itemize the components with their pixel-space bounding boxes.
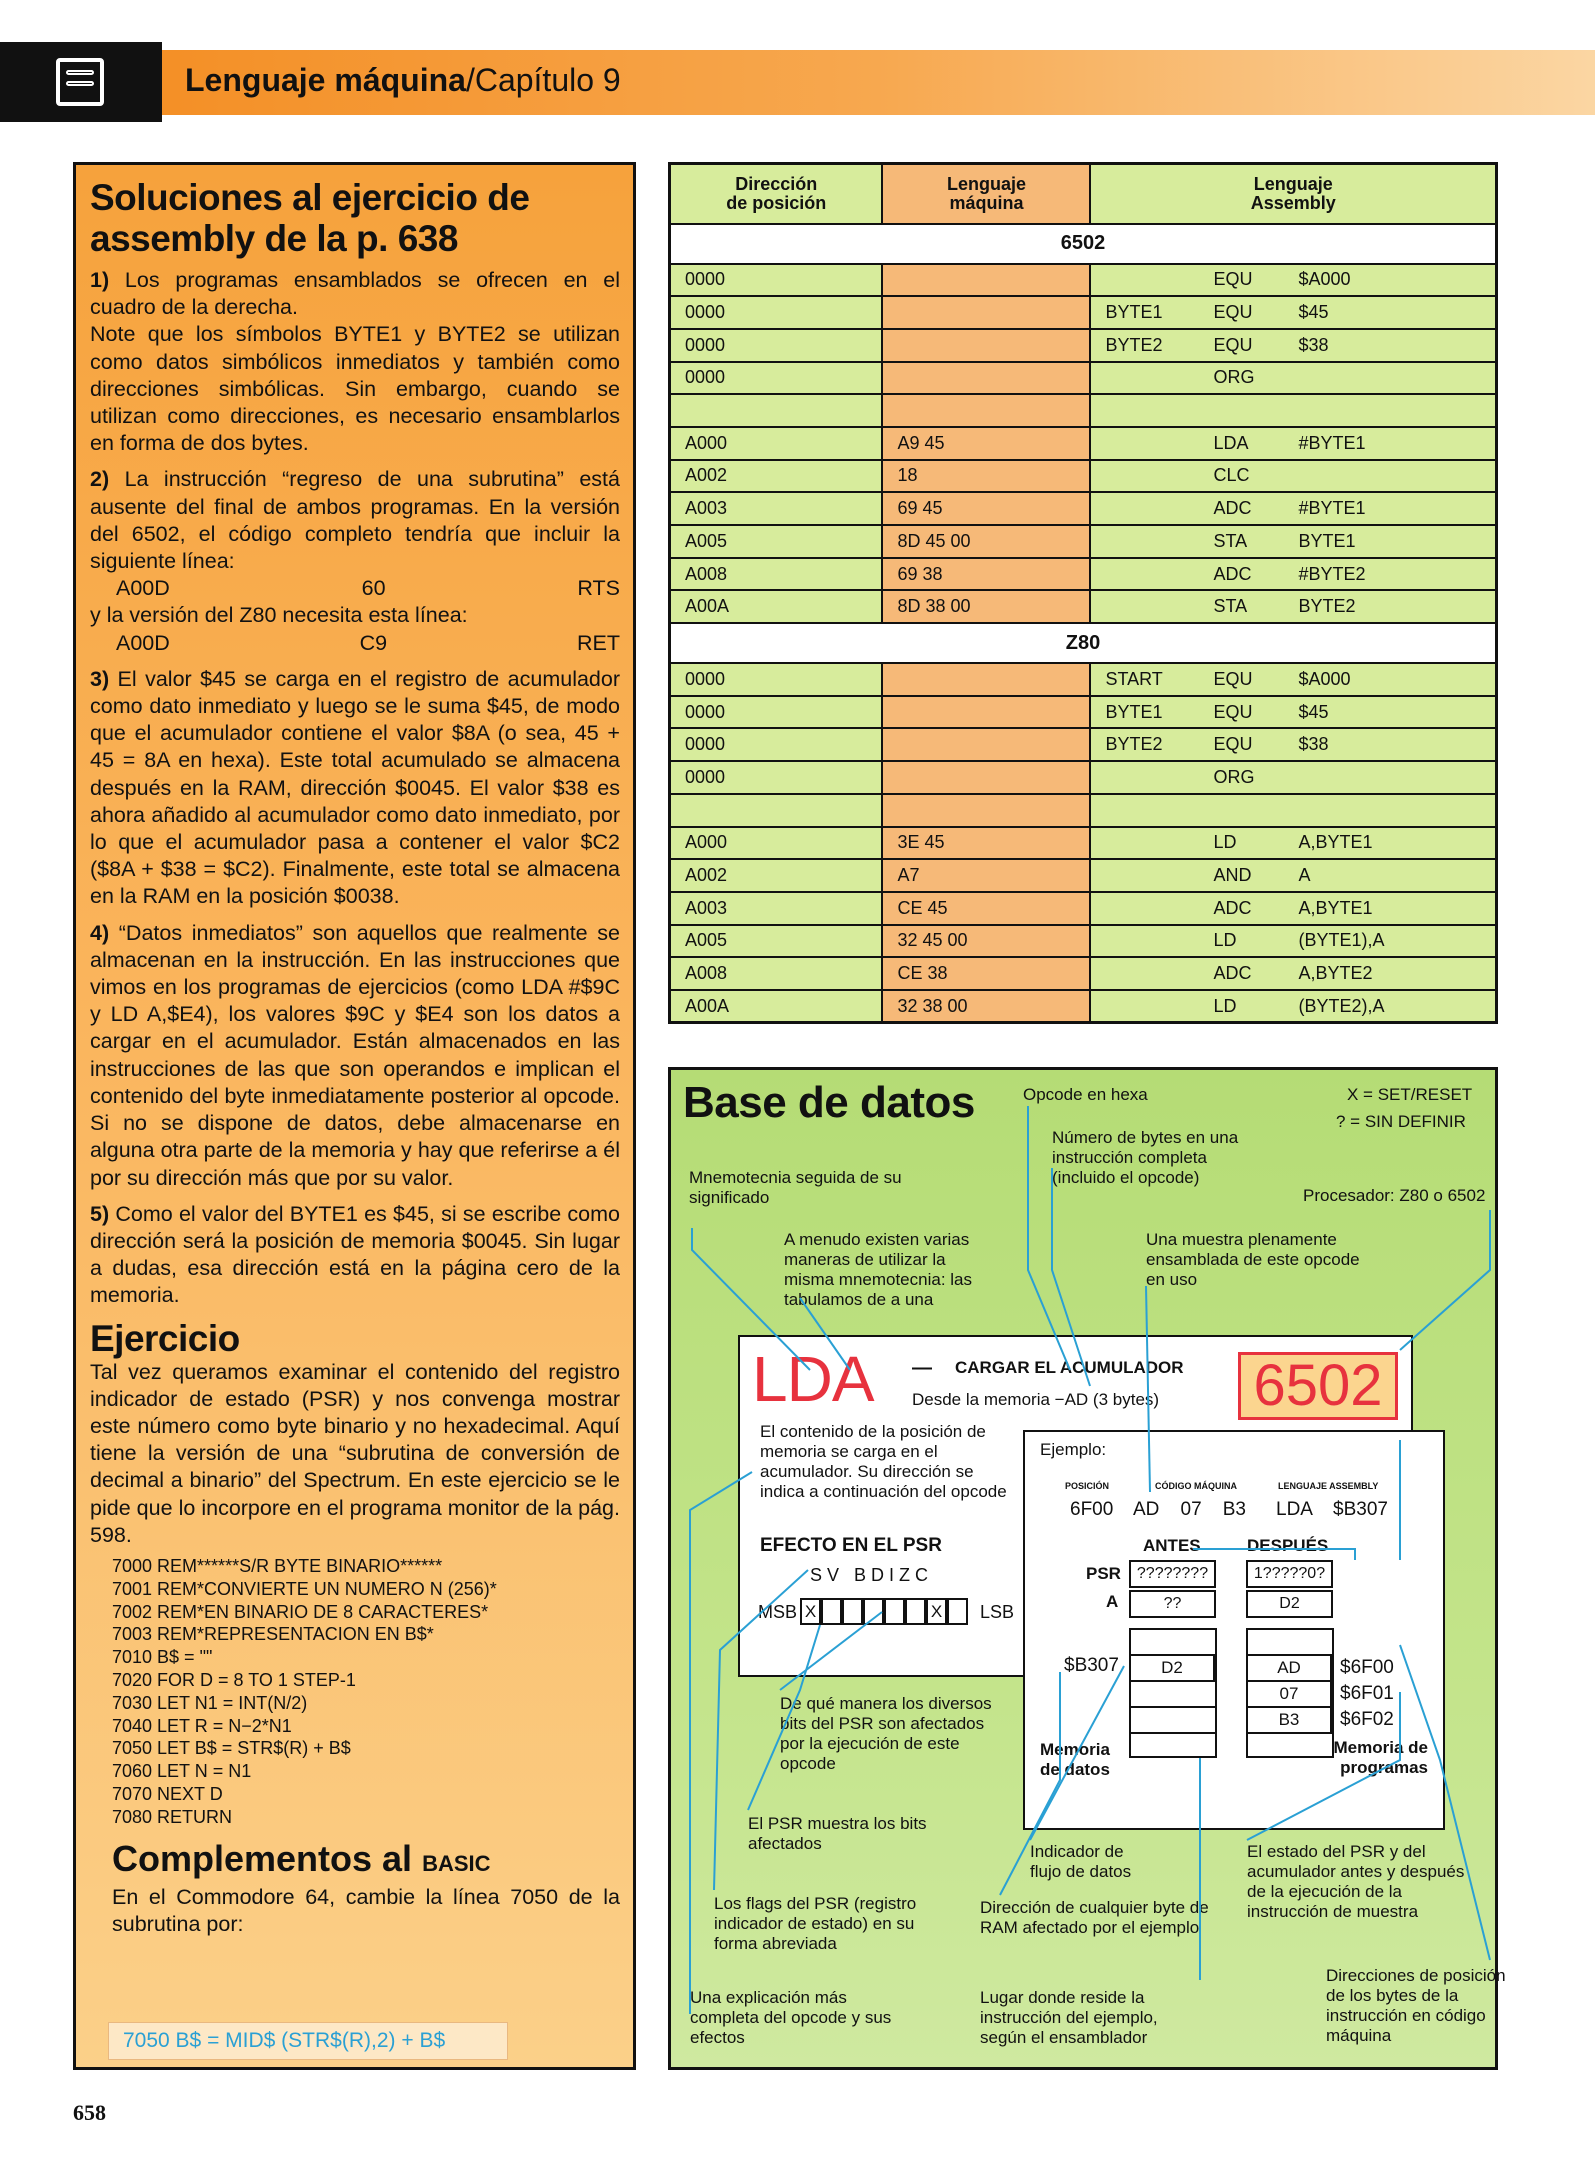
machine-code-cell: A9 45	[882, 427, 1090, 460]
op-description: El contenido de la posición de memoria se carga en el acumulador. Su dirección se indica a continuación del opcode	[760, 1422, 1007, 1501]
assembly-cell	[1090, 329, 1496, 362]
address-cell: A008	[670, 957, 883, 990]
num-bytes-label: Número de bytes en una instrucción completa (incluido el opcode)	[1052, 1128, 1239, 1187]
basic-line: 7080 RETURN	[112, 1806, 233, 1827]
table-row	[670, 663, 1497, 696]
ann-ram: Dirección de cualquier byte de RAM afectado por el ejemplo	[980, 1898, 1209, 1937]
machine-code-cell: 69 45	[882, 492, 1090, 525]
address-cell: A000	[670, 427, 883, 460]
address-cell: A002	[670, 859, 883, 892]
ann-where: Lugar donde reside la instrucción del ejemplo, según el ensamblador	[980, 1988, 1158, 2047]
exercise-text: Tal vez queramos examinar el contenido del registro indicador de estado (PSR) y nos convenga mostrar este número como byte binario y no hexadecimal. Aquí tiene la versión de una “subrutina de conversión de decimal a binario” del Spectrum. En este ejercicio se le pide que lo incorpore en el programa monitor de la pág. 598.	[90, 1359, 620, 1547]
table-row	[670, 859, 1497, 892]
op-mode: Desde la memoria −AD (3 bytes)	[912, 1390, 1160, 1409]
often-label: A menudo existen varias maneras de utilizar la misma mnemotecnia: las tabulamos de a una	[784, 1230, 973, 1309]
assembly-op: $A000	[1298, 668, 1351, 689]
assembly-cell	[1090, 794, 1496, 827]
basic-line: 7001 REM*CONVIERTE UN NUMERO N (256)*	[112, 1578, 497, 1599]
assembly-label: BYTE2	[1105, 334, 1163, 355]
address-cell: 0000	[670, 761, 883, 794]
basic-listing	[90, 1555, 620, 1829]
machine-code-cell	[882, 362, 1090, 395]
after-label: DESPUÉS	[1247, 1536, 1329, 1555]
table-row	[670, 329, 1497, 362]
table-row	[670, 990, 1497, 1023]
assembly-op: BYTE2	[1298, 596, 1356, 617]
assembly-op: (BYTE1),A	[1298, 930, 1385, 951]
assembly-cell	[1090, 990, 1496, 1023]
assembly-mn: LD	[1213, 995, 1237, 1016]
data-memory-grid	[1129, 1628, 1217, 1758]
chapter-title: Lenguaje máquina/Capítulo 9	[185, 62, 621, 98]
assembly-mn: ORG	[1213, 766, 1255, 787]
assembly-label	[1105, 269, 1213, 290]
address-cell	[670, 794, 883, 827]
assembly-op: $38	[1298, 334, 1329, 355]
machine-code-cell	[882, 296, 1090, 329]
processor-box: 6502	[1238, 1352, 1398, 1420]
assembly-label	[1105, 465, 1213, 486]
assembly-op: $38	[1298, 734, 1329, 755]
ann-addresses: Direcciones de posición de los bytes de la instrucción en código máquina	[1326, 1966, 1506, 2045]
example-assembly: LDA $B307	[1276, 1499, 1388, 1520]
assembly-cell	[1090, 264, 1496, 297]
solution-3: 3) El valor $45 se carga en el registro de acumulador como dato inmediato y luego se le suma $45, de modo que el acumulador contiene el valor $8A (o sea, 45 + 45 = 8A en hexa). Este total acumulado se almacena después en la RAM, dirección $0045. El valor $38 es ahora añadido al acumulador como dato inmediato, por lo que el acumulador pasa a contener el valor $C2 ($8A + $38 = $C2). Finalmente, este total se almacena en la RAM en la posición $0038.	[90, 666, 620, 909]
table-row	[670, 492, 1497, 525]
assembly-mn: ORG	[1213, 367, 1255, 388]
assembly-label	[1105, 963, 1213, 984]
ann-state: El estado del PSR y del acumulador antes y después de la ejecución de la instrucción de muestra	[1247, 1842, 1465, 1921]
assembly-mn: EQU	[1213, 668, 1253, 689]
table-row	[670, 696, 1497, 729]
mnemonic-label: Mnemotecnia seguida de su significado	[689, 1168, 902, 1207]
solution-4: 4) “Datos inmediatos” son aquellos que realmente se almacenan en la instrucción. En las instrucciones que vimos en los programas de ejercicios (como LDA #$9C y LD A,$E4), los valores $9C y $E4 son los datos a cargar en el acumulador. Están almacenados en las instrucciones de las que son operandos e implican el contenido del byte inmediatamente posterior al opcode. Si no se dispone de datos, debe almacenarse en alguna otra parte de la memoria y hay que referirse a él por su dirección más que por su valor.	[90, 920, 620, 1190]
rts-line: A00D 60 RTS	[116, 576, 620, 601]
section-row	[670, 623, 1497, 663]
assembly-mn: CLC	[1213, 465, 1250, 486]
acc-before: ??	[1129, 1590, 1216, 1618]
ann-bits: De qué manera los diversos bits del PSR son afectados por la ejecución de este opcode	[780, 1694, 992, 1773]
address-cell: A00A	[670, 590, 883, 623]
psr-before: ????????	[1129, 1560, 1216, 1588]
section-name: 6502	[670, 224, 1497, 264]
table-row	[670, 925, 1497, 958]
assembly-cell	[1090, 558, 1496, 591]
address-cell: 0000	[670, 329, 883, 362]
machine-code-cell: 18	[882, 460, 1090, 493]
assembly-op: $A000	[1298, 269, 1351, 290]
ann-flow: Indicador de flujo de datos	[1030, 1842, 1132, 1881]
assembly-label: BYTE1	[1105, 302, 1163, 323]
basic-line: 7000 REM******S/R BYTE BINARIO******	[112, 1555, 443, 1576]
assembly-cell	[1090, 362, 1496, 395]
address-cell: A008	[670, 558, 883, 591]
assembly-label	[1105, 367, 1213, 388]
machine-code-cell: 69 38	[882, 558, 1090, 591]
program-memory-cell: 07	[1246, 1680, 1332, 1708]
assembly-mn: AND	[1213, 865, 1252, 886]
machine-code-cell: 3E 45	[882, 827, 1090, 860]
assembly-label	[1105, 898, 1213, 919]
sample-label: Una muestra plenamente ensamblada de este opcode en uso	[1146, 1230, 1360, 1289]
assembly-label	[1105, 767, 1213, 788]
assembly-cell	[1090, 427, 1496, 460]
machine-code-cell: A7	[882, 859, 1090, 892]
machine-code-cell	[882, 728, 1090, 761]
assembly-cell	[1090, 957, 1496, 990]
machine-code-cell: CE 45	[882, 892, 1090, 925]
assembly-op: $45	[1298, 701, 1329, 722]
psr-bit	[947, 1598, 968, 1625]
address-cell: 0000	[670, 264, 883, 297]
assembly-op: A,BYTE1	[1298, 897, 1373, 918]
z80-line-intro: y la versión del Z80 necesita esta línea:	[90, 603, 468, 628]
machine-code-cell: 32 45 00	[882, 925, 1090, 958]
assembly-label	[1105, 832, 1213, 853]
assembly-op: A,BYTE1	[1298, 832, 1373, 853]
assembly-cell	[1090, 525, 1496, 558]
assembly-cell	[1090, 925, 1496, 958]
assembly-label	[1105, 930, 1213, 951]
psr-after: 1?????0?	[1246, 1560, 1333, 1588]
example-code: AD 07 B3	[1133, 1499, 1246, 1520]
table-row	[670, 761, 1497, 794]
program-memory-cell: B3	[1246, 1706, 1332, 1734]
example-label: Ejemplo:	[1040, 1440, 1107, 1459]
assembly-label	[1105, 865, 1213, 886]
col-assembly: LENGUAJE ASSEMBLY	[1278, 1481, 1379, 1491]
basic-line: 7040 LET R = N−2*N1	[112, 1715, 292, 1736]
machine-code-cell: 8D 38 00	[882, 590, 1090, 623]
assembly-cell	[1090, 696, 1496, 729]
machine-code-cell	[882, 663, 1090, 696]
ann-psr-shows: El PSR muestra los bits afectados	[748, 1814, 927, 1853]
address-cell: A003	[670, 892, 883, 925]
table-row	[670, 892, 1497, 925]
table-header-cell: Dirección de posición	[670, 164, 883, 224]
assembly-op: #BYTE1	[1298, 432, 1366, 453]
assembly-label: BYTE2	[1105, 734, 1163, 755]
code-replacement: 7050 B$ = MID$ (STR$(R),2) + B$	[123, 2029, 446, 2052]
basic-line: 7030 LET N1 = INT(N/2)	[112, 1692, 308, 1713]
address-cell: A005	[670, 525, 883, 558]
assembly-cell	[1090, 827, 1496, 860]
program-memory-address: $6F00	[1340, 1657, 1394, 1678]
assembly-label	[1105, 433, 1213, 454]
address-cell: A005	[670, 925, 883, 958]
assembly-mn: EQU	[1213, 269, 1253, 290]
msb-label: MSB	[758, 1602, 798, 1622]
assembly-op: (BYTE2),A	[1298, 995, 1385, 1016]
basic-line: 7010 B$ = ""	[112, 1647, 213, 1668]
psr-bit	[905, 1598, 926, 1625]
program-memory-address: $6F02	[1340, 1709, 1394, 1730]
assembly-cell	[1090, 663, 1496, 696]
table-row	[670, 394, 1497, 427]
op-dash: —	[912, 1357, 932, 1379]
assembly-op: #BYTE2	[1298, 563, 1366, 584]
processor-label: Procesador: Z80 o 6502	[1303, 1186, 1486, 1205]
assembly-op: A	[1298, 865, 1311, 886]
machine-code-cell	[882, 761, 1090, 794]
table-row	[670, 525, 1497, 558]
psr-bit	[821, 1598, 842, 1625]
table-header-row	[670, 164, 1497, 224]
assembly-cell	[1090, 728, 1496, 761]
op-name: CARGAR EL ACUMULADOR	[955, 1358, 1184, 1377]
machine-code-cell: CE 38	[882, 957, 1090, 990]
col-position: POSICIÓN	[1065, 1481, 1110, 1491]
section-name: Z80	[670, 623, 1497, 663]
data-memory-label: Memoria de datos	[1040, 1740, 1110, 1779]
lsb-label: LSB	[980, 1602, 1015, 1622]
assembly-mn: ADC	[1213, 963, 1252, 984]
assembly-mn: LDA	[1213, 432, 1249, 453]
machine-code-cell	[882, 264, 1090, 297]
assembly-mn: LD	[1213, 832, 1237, 853]
machine-code-cell: 32 38 00	[882, 990, 1090, 1023]
basic-line: 7070 NEXT D	[112, 1783, 223, 1804]
psr-bit	[842, 1598, 863, 1625]
solution-1b: Note que los símbolos BYTE1 y BYTE2 se utilizan como datos simbólicos inmediatos y también como direcciones simbólicas. Sin embargo, cuando se utilizan como direcciones, es necesario ensamblarlos en forma de dos bytes.	[90, 322, 620, 456]
address-cell: 0000	[670, 362, 883, 395]
col-machine-code: CÓDIGO MÁQUINA	[1155, 1481, 1237, 1491]
basic-line: 7050 LET B$ = STR$(R) + B$	[112, 1738, 351, 1759]
solutions-title: Soluciones al ejercicio de assembly de la p. 638	[90, 177, 530, 259]
machine-code-cell	[882, 394, 1090, 427]
assembly-cell	[1090, 859, 1496, 892]
psr-bit: X	[800, 1598, 821, 1625]
address-cell: 0000	[670, 696, 883, 729]
acc-label: A	[1106, 1592, 1119, 1611]
ann-flags: Los flags del PSR (registro indicador de estado) en su forma abreviada	[714, 1894, 917, 1953]
legend-set: X = SET/RESET	[1347, 1085, 1473, 1104]
assembly-mn: EQU	[1213, 302, 1253, 323]
basic-line: 7020 FOR D = 8 TO 1 STEP-1	[112, 1669, 356, 1690]
solution-1: 1) Los programas ensamblados se ofrecen en el cuadro de la derecha.	[90, 268, 620, 320]
assembly-mn: ADC	[1213, 498, 1252, 519]
assembly-op	[1298, 465, 1481, 486]
database-title: Base de datos	[683, 1078, 975, 1127]
assembly-op: $45	[1298, 302, 1329, 323]
page-number: 658	[73, 2100, 106, 2125]
opcode-hex-label: Opcode en hexa	[1023, 1085, 1148, 1104]
program-memory-cell: AD	[1246, 1654, 1332, 1682]
address-cell: 0000	[670, 728, 883, 761]
assembly-op	[1298, 767, 1481, 788]
basic-line: 7060 LET N = N1	[112, 1761, 252, 1782]
table-row	[670, 957, 1497, 990]
machine-code-cell: 8D 45 00	[882, 525, 1090, 558]
program-memory-address: $6F01	[1340, 1683, 1394, 1704]
machine-code-cell	[882, 794, 1090, 827]
assembly-mn: ADC	[1213, 897, 1252, 918]
table-row	[670, 460, 1497, 493]
table-row	[670, 590, 1497, 623]
assembly-mn: EQU	[1213, 334, 1253, 355]
address-cell: A003	[670, 492, 883, 525]
table-row	[670, 362, 1497, 395]
basic-line: 7003 REM*REPRESENTACION EN B$*	[112, 1624, 434, 1645]
complements-text: En el Commodore 64, cambie la línea 7050 de la subrutina por:	[112, 1884, 620, 1936]
ret-line: A00D C9 RET	[116, 630, 620, 655]
assembly-label: BYTE1	[1105, 701, 1163, 722]
assembly-mn: STA	[1213, 530, 1248, 551]
psr-bit	[863, 1598, 884, 1625]
assembly-op: A,BYTE2	[1298, 963, 1373, 984]
address-cell: A000	[670, 827, 883, 860]
table-header-cell: Lenguaje máquina	[882, 164, 1090, 224]
table-row	[670, 827, 1497, 860]
assembly-label	[1105, 596, 1213, 617]
solutions-panel	[73, 162, 636, 2070]
mnemonic: LDA	[752, 1343, 874, 1415]
assembly-label	[1105, 996, 1213, 1017]
assembly-cell	[1090, 296, 1496, 329]
complements-title: Complementos al BASIC	[112, 1837, 491, 1879]
assembly-cell	[1090, 590, 1496, 623]
table-row	[670, 558, 1497, 591]
acc-after: D2	[1246, 1590, 1333, 1618]
assembly-mn: EQU	[1213, 734, 1253, 755]
section-row	[670, 224, 1497, 264]
assembly-op	[1298, 367, 1481, 388]
assembly-label	[1105, 531, 1213, 552]
assembly-label	[1105, 564, 1213, 585]
assembly-mn: STA	[1213, 596, 1248, 617]
table-row	[670, 794, 1497, 827]
data-address: $B307	[1064, 1655, 1119, 1676]
assembly-mn: LD	[1213, 930, 1237, 951]
solution-5: 5) Como el valor del BYTE1 es $45, si se escribe como dirección será la posición de memoria $0045. Sin lugar a dudas, esa dirección está en la página cero de la memoria.	[90, 1201, 620, 1308]
assembly-mn: ADC	[1213, 563, 1252, 584]
table-row	[670, 264, 1497, 297]
address-cell: A002	[670, 460, 883, 493]
psr-bit	[884, 1598, 905, 1625]
address-cell: A00A	[670, 990, 883, 1023]
exercise-title: Ejercicio	[90, 1317, 240, 1359]
assembly-op: BYTE1	[1298, 530, 1356, 551]
machine-code-cell	[882, 329, 1090, 362]
solution-2: 2) La instrucción “regreso de una subrutina” está ausente del final de ambos programas. En la versión del 6502, el código completo tendría que incluir la siguiente línea:	[90, 467, 620, 574]
psr-label: PSR	[1086, 1564, 1121, 1583]
program-memory-label: Memoria de programas	[1333, 1738, 1428, 1777]
assembly-mn: EQU	[1213, 701, 1253, 722]
chip-icon	[56, 58, 104, 106]
address-cell: 0000	[670, 663, 883, 696]
table-row	[670, 427, 1497, 460]
psr-bit: X	[926, 1598, 947, 1625]
table-row	[670, 728, 1497, 761]
ann-explanation: Una explicación más completa del opcode y sus efectos	[690, 1988, 892, 2047]
machine-code-cell	[882, 696, 1090, 729]
assembly-cell	[1090, 460, 1496, 493]
before-label: ANTES	[1143, 1536, 1201, 1555]
assembly-cell	[1090, 394, 1496, 427]
example-position: 6F00	[1070, 1499, 1114, 1520]
assembly-table	[668, 162, 1498, 1024]
assembly-cell	[1090, 892, 1496, 925]
assembly-cell	[1090, 492, 1496, 525]
legend-undef: ? = SIN DEFINIR	[1336, 1112, 1466, 1131]
psr-effect-title: EFECTO EN EL PSR	[760, 1535, 942, 1556]
basic-line: 7002 REM*EN BINARIO DE 8 CARACTERES*	[112, 1601, 489, 1622]
assembly-label	[1105, 498, 1213, 519]
psr-flags: S V B D I Z C	[810, 1565, 929, 1585]
table-header-cell: Lenguaje Assembly	[1090, 164, 1496, 224]
assembly-cell	[1090, 761, 1496, 794]
assembly-label: START	[1105, 668, 1163, 689]
assembly-op: #BYTE1	[1298, 498, 1366, 519]
table-row	[670, 296, 1497, 329]
address-cell: 0000	[670, 296, 883, 329]
data-memory-cell: D2	[1129, 1654, 1215, 1682]
address-cell	[670, 394, 883, 427]
